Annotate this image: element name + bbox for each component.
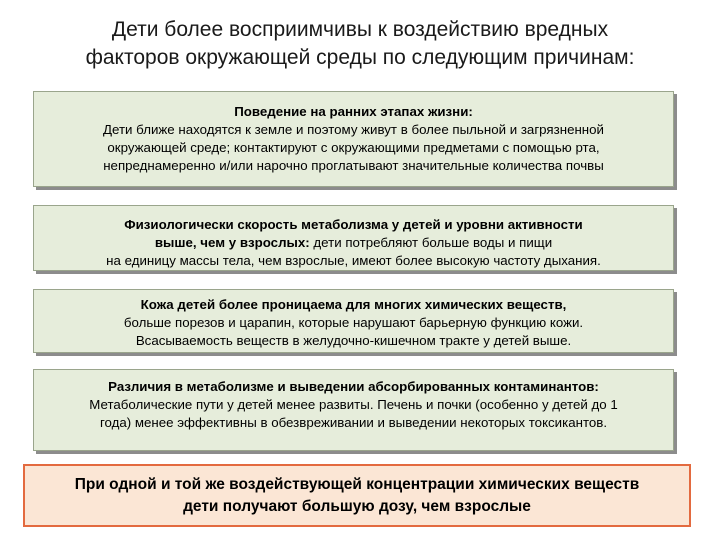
reason-text-line: Дети ближе находятся к земле и поэтому живут в более пыльной и загрязненной: [103, 122, 604, 137]
reason-text-line: больше порезов и царапин, которые нарушают барьерную функцию кожи.: [123, 315, 584, 330]
conclusion-line-1: При одной и той же воздействующей концентрации химических веществ: [74, 476, 640, 493]
reason-box-skin: [33, 289, 674, 353]
reason-box-behavior: [33, 91, 674, 187]
reason-heading: Различия в метаболизме и выведении абсорбированных контаминантов:: [108, 379, 599, 394]
reason-box-physiology: [33, 205, 674, 271]
reason-heading: Кожа детей более проницаема для многих химических веществ,: [140, 297, 567, 312]
reason-text-line: непреднамеренно и/или нарочно проглатывают значительные количества почвы: [103, 158, 604, 173]
reason-text-line: на единицу массы тела, чем взрослые, имеют более высокую частоту дыхания.: [106, 253, 601, 268]
reason-text-line: окружающей среде; контактируют с окружающими предметами с помощью рта,: [107, 140, 600, 155]
reason-text-line: Всасываемость веществ в желудочно-кишечном тракте у детей выше.: [135, 333, 572, 348]
reason-heading-continued: выше, чем у взрослых:: [154, 235, 310, 250]
reason-heading: Поведение на ранних этапах жизни:: [234, 104, 473, 119]
reason-text-line: года) менее эффективны в обезвреживании и выведении некоторых токсикантов.: [99, 415, 608, 430]
conclusion-box: [23, 464, 691, 527]
slide-title-line-1: Дети более восприимчивы к воздействию вредных: [111, 18, 609, 41]
conclusion-line-2: дети получают большую дозу, чем взрослые: [183, 498, 531, 515]
reason-box-metabolism: [33, 369, 674, 451]
slide-title-line-2: факторов окружающей среды по следующим причинам:: [85, 46, 635, 69]
reason-heading: Физиологически скорость метаболизма у детей и уровни активности: [124, 217, 583, 232]
reason-text-line: Метаболические пути у детей менее развиты. Печень и почки (особенно у детей до 1: [89, 397, 618, 412]
reason-text-inline: дети потребляют больше воды и пищи: [309, 235, 553, 250]
slide-title: [20, 16, 700, 72]
